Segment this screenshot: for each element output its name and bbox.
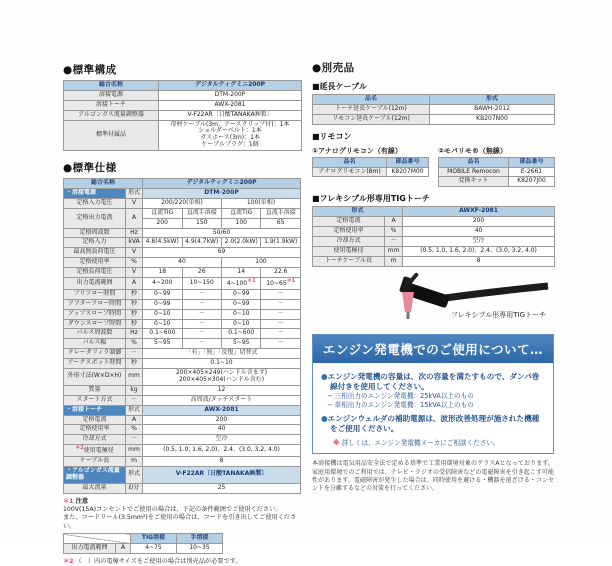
table-cell: V-F22AR〔日酸TANAKA㈱製〕 bbox=[159, 110, 302, 120]
table-cell: 40 bbox=[143, 425, 301, 435]
table-cell: 最大流量 bbox=[64, 483, 126, 493]
table-cell: － bbox=[182, 289, 221, 299]
table-cell: 秒 bbox=[126, 319, 143, 329]
table-cell: % bbox=[126, 258, 143, 268]
mobile-remote-table bbox=[438, 157, 555, 188]
table-cell: パルス幅 bbox=[64, 339, 126, 349]
engine-bullet-2: ●エンジンウェルダの補助電源は、波形改善処理が施された機種をご使用ください。 bbox=[321, 414, 545, 435]
table-cell: トーチケーブル長 bbox=[313, 256, 385, 266]
table-cell: 秒 bbox=[126, 299, 143, 309]
table-cell: 総合名称 bbox=[64, 81, 159, 91]
analog-remote-table bbox=[312, 157, 429, 178]
table-cell: 質量 bbox=[64, 385, 126, 395]
table-cell: パルス周波数 bbox=[64, 329, 126, 339]
table-cell: MOBILE Remocon bbox=[439, 167, 509, 177]
table-cell: 空冷 bbox=[403, 237, 555, 247]
table-cell: $10\sim 65^{*1}$ bbox=[261, 278, 301, 290]
table-cell: 0~10 bbox=[143, 319, 182, 329]
table-cell: A bbox=[126, 415, 143, 425]
table-cell: 4.9(4.7kW) bbox=[182, 238, 221, 248]
bullet-icon: ● bbox=[321, 414, 328, 423]
table-cell: m bbox=[126, 457, 143, 467]
table-cell: － bbox=[126, 435, 143, 445]
table-cell: 40 bbox=[403, 227, 555, 237]
table-cell: Hz bbox=[126, 329, 143, 339]
table-cell: － bbox=[182, 319, 221, 329]
table-cell: 0~10 bbox=[221, 309, 260, 319]
table-cell: 200/220(単相) bbox=[143, 198, 222, 208]
table-cell: 200 bbox=[143, 415, 301, 425]
table-cell: 秒 bbox=[126, 309, 143, 319]
engine-sub-1: − 三相出力のエンジン発電機：25kVA以上のもの bbox=[321, 392, 545, 401]
standard-spec-heading: ●標準仕様 bbox=[63, 160, 301, 175]
table-cell: A bbox=[126, 208, 143, 228]
table-cell: 1.9(1.9kW) bbox=[261, 238, 301, 248]
table-cell: － bbox=[182, 329, 221, 339]
table-cell: A bbox=[385, 217, 403, 227]
table-cell: V bbox=[126, 268, 143, 278]
note-1-line1: 100V(15A)コンセントでご使用の場合は、下記の条件範囲でご使用ください。 bbox=[63, 506, 282, 513]
table-cell: 形式 bbox=[430, 95, 555, 105]
table-cell: 4.8(4.5kW) bbox=[143, 238, 182, 248]
table-cell: 定格使用率 bbox=[64, 258, 126, 268]
table-cell: (0.5, 1.0, 1.6, 2.0)、2.4、(3.0, 3.2, 4.0) bbox=[403, 246, 555, 256]
table-cell: － bbox=[182, 299, 221, 309]
table-cell: 品名 bbox=[313, 157, 387, 167]
table-cell: $^{*2}$使用電極径 bbox=[64, 445, 126, 457]
table-cell: 秒 bbox=[126, 289, 143, 299]
table-cell: 形式 bbox=[126, 189, 143, 199]
table-cell: － bbox=[261, 329, 301, 339]
table-cell: 高周波/タッチスタート bbox=[143, 395, 301, 405]
table-cell: 25 bbox=[143, 483, 301, 493]
table-cell: スタート方式 bbox=[64, 395, 126, 405]
table-cell: アップスロープ時間 bbox=[64, 309, 126, 319]
table-cell: m bbox=[385, 256, 403, 266]
table-cell: 0.1~600 bbox=[221, 329, 260, 339]
table-cell: 18 bbox=[143, 268, 182, 278]
table-cell: 定格周波数 bbox=[64, 228, 126, 238]
extension-cable-table bbox=[312, 94, 555, 125]
table-cell: 品名 bbox=[313, 95, 430, 105]
table-cell: 0~10 bbox=[143, 309, 182, 319]
table-cell: － bbox=[261, 309, 301, 319]
table-cell: 使用電極径 bbox=[313, 246, 385, 256]
table-cell: 出力電流範囲 bbox=[64, 278, 126, 290]
table-cell: 標準付属品 bbox=[64, 120, 159, 151]
table-cell: － bbox=[182, 339, 221, 349]
table-cell: TIG溶接 bbox=[131, 534, 177, 544]
note-1-line2: また、コードリール(3.5mm²)をご使用の場合は、コードを引き出してご使用ください。 bbox=[63, 514, 296, 529]
table-cell: アルゴンガス流量調整器 bbox=[64, 110, 159, 120]
mobile-remote-caption: ②モバリモ®（無線） bbox=[438, 146, 554, 156]
table-cell: 定格出力電流 bbox=[64, 208, 126, 228]
note-current-range-table bbox=[63, 533, 223, 554]
standard-config-table bbox=[63, 80, 302, 151]
table-cell: － bbox=[182, 309, 221, 319]
table-cell: A bbox=[116, 543, 131, 553]
engine-sub-2: − 単相出力のエンジン発電機：15kVA以上のもの bbox=[321, 401, 545, 410]
table-cell: 8 bbox=[403, 256, 555, 266]
table-cell: 直流手溶接 bbox=[182, 208, 221, 218]
table-cell: AWX-2081 bbox=[143, 405, 301, 415]
table-cell: 秒 bbox=[126, 359, 143, 369]
note-1-marker: ＊1 bbox=[63, 498, 74, 505]
table-cell: ダウンスロープ時間 bbox=[64, 319, 126, 329]
table-cell: 定格電流 bbox=[64, 415, 126, 425]
table-cell: 26 bbox=[182, 268, 221, 278]
table-cell: 22.6 bbox=[261, 268, 301, 278]
table-cell: プリフロー時間 bbox=[64, 289, 126, 299]
table-cell: 4~75 bbox=[131, 543, 177, 553]
table-cell: 40 bbox=[143, 258, 222, 268]
table-cell: 定格入力電圧 bbox=[64, 198, 126, 208]
table-cell: V bbox=[126, 198, 143, 208]
table-cell: 手溶接 bbox=[177, 534, 223, 544]
table-cell: 4~200 bbox=[143, 278, 182, 290]
table-cell: 65 bbox=[261, 218, 301, 228]
table-cell: ・溶接電源 bbox=[64, 189, 126, 199]
table-cell: 形式 bbox=[126, 466, 143, 483]
table-cell: リモコン延長ケーブル(12m) bbox=[313, 114, 430, 124]
bullet-icon: ● bbox=[321, 372, 328, 381]
engine-note: ※ 詳しくは、エンジン発電機メーカにご相談ください。 bbox=[321, 437, 545, 447]
table-cell: BAWH-2012 bbox=[430, 104, 555, 114]
table-cell: KB207N00 bbox=[430, 114, 555, 124]
table-cell: 形式 bbox=[126, 405, 143, 415]
standard-config-heading: ●標準構成 bbox=[63, 62, 301, 77]
table-cell: 母材ケーブル(3m、アースクリップ付)：1本 ショルダーベルト：1本 ガスホース(3m)：1本 ケーブルプラグ：1個 bbox=[159, 120, 302, 151]
table-cell: デジタルティグミニ200P bbox=[159, 81, 302, 91]
table-cell: K8207M00 bbox=[387, 167, 429, 177]
table-cell: 定格使用率 bbox=[313, 227, 385, 237]
table-cell: 部品番号 bbox=[509, 157, 555, 167]
left-column bbox=[63, 62, 301, 566]
table-cell: 変換キット bbox=[439, 177, 509, 187]
table-cell: 0~99 bbox=[143, 299, 182, 309]
table-cell: 50/60 bbox=[143, 228, 301, 238]
table-cell: % bbox=[385, 227, 403, 237]
table-cell: $4\sim 100^{*1}$ bbox=[221, 278, 260, 290]
table-cell: kg bbox=[126, 385, 143, 395]
table-cell: 10~150 bbox=[182, 278, 221, 290]
analog-remote-caption: ①アナログリモコン（有線） bbox=[312, 146, 428, 156]
table-cell: (0.5, 1.0, 1.6, 2.0)、2.4、(3.0, 3.2, 4.0) bbox=[143, 445, 301, 457]
table-cell: % bbox=[126, 425, 143, 435]
torch-caption: フレキシブル形専用TIGトーチ bbox=[451, 310, 546, 320]
table-cell: 定格電流 bbox=[313, 217, 385, 227]
table-cell: － bbox=[385, 237, 403, 247]
table-cell: 総合名称 bbox=[64, 179, 143, 189]
table-cell: アナログリモコン(8m) bbox=[313, 167, 387, 177]
flex-torch-table bbox=[312, 206, 555, 266]
table-cell: 直流TIG bbox=[143, 208, 182, 218]
note-1 bbox=[63, 498, 301, 531]
table-cell: mm bbox=[385, 246, 403, 256]
table-cell: クレータフィラ制御 bbox=[64, 349, 126, 359]
table-cell: 外形寸法(W×D×H) bbox=[64, 369, 126, 386]
table-cell: K8207J00 bbox=[509, 177, 555, 187]
table-cell: ケーブル長 bbox=[64, 457, 126, 467]
table-cell: 100(単相) bbox=[221, 198, 300, 208]
table-cell: 直流手溶接 bbox=[261, 208, 301, 218]
table-cell: 5~95 bbox=[143, 339, 182, 349]
table-cell: 定格負荷電圧 bbox=[64, 268, 126, 278]
table-cell: 5~95 bbox=[221, 339, 260, 349]
table-cell: V-F22AR〔日酸TANAKA㈱製〕 bbox=[143, 466, 301, 483]
note-1-label: 注意 bbox=[74, 498, 89, 505]
table-cell: % bbox=[126, 339, 143, 349]
engine-bullet-1: ●エンジン発電機の容量は、次の容量を満たすもので、ダンパ巻線付きを使用してください。 bbox=[321, 372, 545, 393]
table-cell: AWXF-2081 bbox=[403, 207, 555, 217]
table-cell: Hz bbox=[126, 228, 143, 238]
table-cell: 12 bbox=[143, 385, 301, 395]
table-cell: 「有」「無」「反復」切替式 bbox=[143, 349, 301, 359]
table-cell: デジタルティグミニ200P bbox=[143, 179, 301, 189]
right-column bbox=[312, 60, 554, 494]
table-cell: 冷却方式 bbox=[313, 237, 385, 247]
table-cell: V bbox=[126, 248, 143, 258]
analog-remote-block bbox=[312, 144, 428, 188]
legal-text: 本溶接機は電気用品安全法で定める基準で工業用環境対象のクラスAとなっております。家庭用環境でのご利用では、テレビ・ラジオの受信障害などの電磁障害を引き起こす可能性があります。電磁障害が発生した場合は、同時使用を避ける・機器を遠ざける・コンセントを分離するなどの対策を行ってください。 bbox=[312, 460, 554, 494]
table-cell: － bbox=[126, 349, 143, 359]
table-cell bbox=[64, 534, 131, 544]
engine-box-title: エンジン発電機でのご使用について… bbox=[313, 335, 553, 363]
engine-box-body bbox=[313, 363, 553, 453]
table-cell: DTM-200P bbox=[143, 189, 301, 199]
table-cell: 溶接電源 bbox=[64, 90, 159, 100]
table-cell: トーチ延長ケーブル(12m) bbox=[313, 104, 430, 114]
table-cell: 200 bbox=[403, 217, 555, 227]
table-cell: － bbox=[261, 319, 301, 329]
standard-spec-table bbox=[63, 178, 301, 494]
table-cell: 品名 bbox=[439, 157, 509, 167]
table-cell: 100 bbox=[221, 218, 260, 228]
table-cell: 0~99 bbox=[221, 289, 260, 299]
table-cell: 溶接トーチ bbox=[64, 100, 159, 110]
table-cell: 0~99 bbox=[221, 299, 260, 309]
table-cell: ・溶接トーチ bbox=[64, 405, 126, 415]
table-cell: 8 bbox=[143, 457, 301, 467]
note-2-marker: ＊2 bbox=[63, 558, 74, 565]
table-cell: 14 bbox=[221, 268, 260, 278]
table-cell: mm bbox=[126, 445, 143, 457]
optional-items-heading: ●別売品 bbox=[312, 60, 554, 75]
table-cell: AWX-2081 bbox=[159, 100, 302, 110]
table-cell: 出力電流範囲 bbox=[64, 543, 116, 553]
table-cell: 0~10 bbox=[221, 319, 260, 329]
flex-torch-subheading: ■フレキシブル形専用TIGトーチ bbox=[312, 193, 554, 204]
table-cell: － bbox=[261, 299, 301, 309]
table-cell: 0.1~600 bbox=[143, 329, 182, 339]
table-cell: 空冷 bbox=[143, 435, 301, 445]
table-cell: 100 bbox=[221, 258, 300, 268]
remote-subheading: ■リモコン bbox=[312, 131, 554, 142]
table-cell: 定格入力 bbox=[64, 238, 126, 248]
table-cell: E-2661 bbox=[509, 167, 555, 177]
reference-mark: ※ bbox=[333, 439, 342, 447]
table-cell: mm bbox=[126, 369, 143, 386]
mobile-remote-block bbox=[438, 144, 554, 188]
extension-cable-subheading: ■延長ケーブル bbox=[312, 81, 554, 92]
table-cell: 150 bbox=[182, 218, 221, 228]
table-cell: アークスポット時間 bbox=[64, 359, 126, 369]
note-2 bbox=[63, 558, 301, 566]
engine-generator-box bbox=[312, 334, 554, 454]
table-cell: 冷却方式 bbox=[64, 435, 126, 445]
remote-tables-row bbox=[312, 144, 554, 188]
table-cell: A bbox=[126, 278, 143, 290]
torch-image-area bbox=[312, 270, 554, 328]
table-cell: 10~35 bbox=[177, 543, 223, 553]
table-cell: ・アルゴンガス流量調整器 bbox=[64, 466, 126, 483]
table-cell: 69 bbox=[143, 248, 301, 258]
table-cell: － bbox=[261, 289, 301, 299]
table-cell: 定格使用率 bbox=[64, 425, 126, 435]
table-cell: 200×405×249(ハンドル含まず) 200×405×304(ハンドル含む) bbox=[143, 369, 301, 386]
table-cell: － bbox=[126, 395, 143, 405]
table-cell: 200 bbox=[143, 218, 182, 228]
table-cell: kVA bbox=[126, 238, 143, 248]
table-cell: 0~99 bbox=[143, 289, 182, 299]
table-cell: 部品番号 bbox=[387, 157, 429, 167]
table-cell: アフターフロー時間 bbox=[64, 299, 126, 309]
table-cell: 形式 bbox=[313, 207, 403, 217]
table-cell: 0.1~10 bbox=[143, 359, 301, 369]
note-2-text: （ ）内の電極サイズをご使用の場合は別売品が必要です。 bbox=[75, 558, 241, 565]
table-cell: DTM-200P bbox=[159, 90, 302, 100]
table-cell: 最高無負荷電圧 bbox=[64, 248, 126, 258]
table-cell: ℓ/分 bbox=[126, 483, 143, 493]
table-cell: 2.0(2.0kW) bbox=[221, 238, 260, 248]
table-cell: － bbox=[261, 339, 301, 349]
table-cell: 直流TIG bbox=[221, 208, 260, 218]
